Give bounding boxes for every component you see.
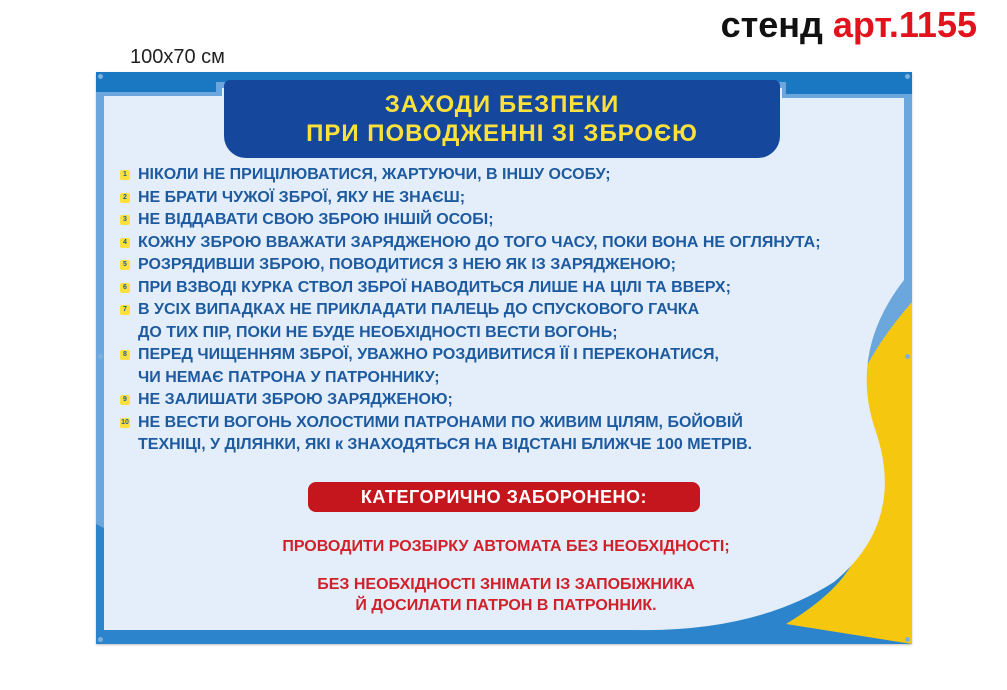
rule-text: НІКОЛИ НЕ ПРИЦІЛЮВАТИСЯ, ЖАРТУЮЧИ, В ІНШУ ОСОБУ;	[138, 166, 611, 183]
safety-rules-list	[120, 164, 890, 457]
mount-dot	[98, 354, 103, 359]
rule-number-badge: 4	[120, 238, 130, 248]
rule-item	[120, 344, 890, 389]
rule-text: ПРИ ВЗВОДІ КУРКА СТВОЛ ЗБРОЇ НАВОДИТЬСЯ ЛИШЕ НА ЦІЛІ ТА ВВЕРХ;	[138, 278, 731, 296]
rule-number-badge: 9	[120, 395, 130, 405]
forbidden-heading: КАТЕГОРИЧНО ЗАБОРОНЕНО:	[308, 482, 700, 512]
mount-dot	[98, 74, 103, 79]
size-label: 100x70 см	[130, 46, 225, 68]
rule-text: НЕ ВІДДАВАТИ СВОЮ ЗБРОЮ ІНШІЙ ОСОБІ;	[138, 211, 494, 228]
board-title	[224, 80, 780, 158]
forbidden-item-text: Й ДОСИЛАТИ ПАТРОН В ПАТРОННИК.	[355, 597, 657, 614]
forbidden-item	[136, 536, 876, 557]
rule-number-badge: 3	[120, 215, 130, 225]
article-number: арт.1155	[832, 4, 977, 45]
rule-item	[120, 389, 890, 412]
rule-item	[120, 209, 890, 232]
forbidden-item-text: БЕЗ НЕОБХІДНОСТІ ЗНІМАТИ ІЗ ЗАПОБІЖНИКА	[317, 576, 695, 593]
rule-item	[120, 232, 890, 255]
mount-dot	[98, 637, 103, 642]
rule-text: НЕ ЗАЛИШАТИ ЗБРОЮ ЗАРЯДЖЕНОЮ;	[138, 391, 453, 408]
title-line-2: ПРИ ПОВОДЖЕННІ ЗІ ЗБРОЄЮ	[306, 120, 698, 147]
rule-text: В УСІХ ВИПАДКАХ НЕ ПРИКЛАДАТИ ПАЛЕЦЬ ДО СПУСКОВОГО ГАЧКА	[138, 301, 700, 318]
article-prefix: стенд	[720, 4, 823, 45]
stand-board	[96, 72, 912, 644]
rule-text: ПЕРЕД ЧИЩЕННЯМ ЗБРОЇ, УВАЖНО РОЗДИВИТИСЯ ЇЇ І ПЕРЕКОНАТИСЯ,	[138, 346, 719, 363]
rule-number-badge: 6	[120, 283, 130, 293]
rule-number-badge: 10	[121, 418, 129, 426]
rule-number-badge: 5	[120, 260, 130, 270]
rule-text: ЧИ НЕМАЄ ПАТРОНА У ПАТРОННИКУ;	[138, 368, 440, 386]
rule-text: НЕ ВЕСТИ ВОГОНЬ ХОЛОСТИМИ ПАТРОНАМИ ПО ЖИВИМ ЦІЛЯМ, БОЙОВІЙ	[138, 413, 743, 431]
forbidden-item-text: ПРОВОДИТИ РОЗБІРКУ АВТОМАТА БЕЗ НЕОБХІДНОСТІ;	[282, 538, 730, 555]
rule-text: НЕ БРАТИ ЧУЖОЇ ЗБРОЇ, ЯКУ НЕ ЗНАЄШ;	[138, 188, 466, 206]
rule-item	[120, 164, 890, 187]
rule-number-badge: 1	[120, 170, 130, 180]
rule-text: КОЖНУ ЗБРОЮ ВВАЖАТИ ЗАРЯДЖЕНОЮ ДО ТОГО ЧАСУ, ПОКИ ВОНА НЕ ОГЛЯНУТА;	[138, 233, 821, 251]
rule-text: ТЕХНІЦІ, У ДІЛЯНКИ, ЯКІ к ЗНАХОДЯТЬСЯ НА ВІДСТАНІ БЛИЖЧЕ 100 МЕТРІВ.	[138, 436, 753, 453]
article-code	[721, 4, 977, 46]
rule-item	[120, 277, 890, 300]
rule-item	[120, 412, 890, 457]
title-line-1: ЗАХОДИ БЕЗПЕКИ	[384, 91, 620, 118]
rule-number-badge: 2	[120, 193, 130, 203]
rule-text: ДО ТИХ ПІР, ПОКИ НЕ БУДЕ НЕОБХІДНОСТІ ВЕСТИ ВОГОНЬ;	[138, 323, 618, 341]
rule-item	[120, 187, 890, 210]
mount-dot	[905, 637, 910, 642]
rule-number-badge: 8	[120, 350, 130, 360]
rule-text: РОЗРЯДИВШИ ЗБРОЮ, ПОВОДИТИСЯ З НЕЮ ЯК ІЗ ЗАРЯДЖЕНОЮ;	[138, 256, 676, 273]
rule-number-badge: 7	[120, 305, 130, 315]
mount-dot	[905, 354, 910, 359]
rule-item	[120, 299, 890, 344]
forbidden-item	[136, 574, 876, 616]
mount-dot	[905, 74, 910, 79]
rule-item	[120, 254, 890, 277]
